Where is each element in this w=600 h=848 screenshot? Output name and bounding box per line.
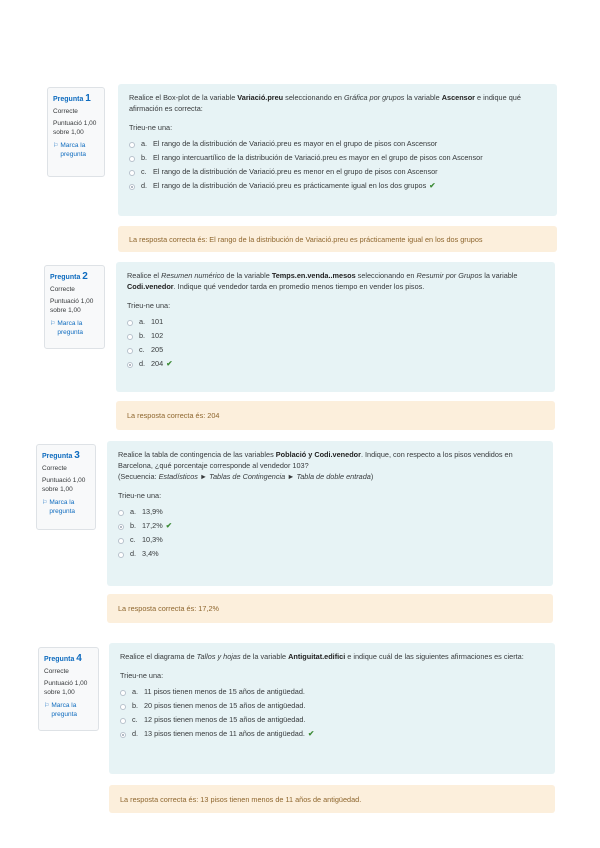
- question-number-value: 3: [74, 450, 80, 461]
- question-content: [107, 441, 553, 586]
- feedback: La resposta correcta és: 13 pisos tienen menos de 11 años de antigüedad.: [109, 785, 555, 813]
- radio-button[interactable]: [118, 510, 124, 516]
- question-label: Pregunta: [53, 96, 84, 103]
- flag-question-link[interactable]: [42, 499, 90, 517]
- option-letter: b.: [132, 701, 139, 711]
- option-letter: a.: [132, 687, 139, 697]
- check-icon: ✔: [165, 521, 172, 531]
- radio-button[interactable]: [120, 690, 126, 696]
- option-text: 10,3%: [142, 535, 163, 545]
- option-text: 13 pisos tienen menos de 11 años de antigüedad.: [144, 729, 305, 739]
- radio-button[interactable]: [118, 538, 124, 544]
- answer-option[interactable]: [127, 358, 544, 372]
- grade-line-2: sobre 1,00: [44, 689, 75, 697]
- radio-button[interactable]: [120, 704, 126, 710]
- radio-button[interactable]: [129, 170, 135, 176]
- question-text: Realice la tabla de contingencia de las variables Població y Codi.venedor. Indique, con respecto a los pisos vendidos en Barcelona, ¿qué porcentaje corresponde al vendedor 103? (Secuencia: Estadísticos ► Tablas de Contingencia ► Tabla de doble entrada): [118, 450, 513, 481]
- answer-option[interactable]: [118, 548, 542, 562]
- option-text: 204: [151, 359, 164, 369]
- flag-icon: ⚐: [44, 702, 50, 709]
- option-text: 205: [151, 345, 164, 355]
- question-number: [53, 92, 99, 106]
- answer-options: [129, 138, 546, 194]
- radio-button[interactable]: [118, 552, 124, 558]
- answer-option[interactable]: [129, 152, 546, 166]
- answer-option[interactable]: [129, 138, 546, 152]
- question-number-value: 2: [82, 271, 88, 282]
- radio-button[interactable]: [129, 142, 135, 148]
- option-letter: d.: [132, 729, 139, 739]
- answer-option[interactable]: [118, 520, 542, 534]
- question-grade: [42, 477, 90, 495]
- option-text: 3,4%: [142, 549, 159, 559]
- option-text: 20 pisos tienen menos de 15 años de antigüedad.: [144, 701, 306, 711]
- answer-option[interactable]: [120, 714, 544, 728]
- question-text: Realice el Box-plot de la variable Variació.preu seleccionando en Gráfica por grupos la variable Ascensor e indique qué afirmación es correcta:: [129, 93, 521, 113]
- radio-button[interactable]: [129, 184, 135, 190]
- answer-options: [127, 316, 544, 372]
- option-letter: c.: [130, 535, 136, 545]
- grade-line-2: sobre 1,00: [53, 129, 84, 137]
- question-grade: [50, 298, 99, 316]
- question-grade: [53, 120, 99, 138]
- feedback: La resposta correcta és: 204: [116, 401, 555, 430]
- question-text: Realice el Resumen numérico de la variable Temps.en.venda..mesos seleccionando en Resumir por Grupos la variable Codi.venedor. Indique qué vendedor tarda en promedio menos tiempo en vender los pisos.: [127, 271, 518, 291]
- radio-button[interactable]: [127, 348, 133, 354]
- flag-label: Marca la pregunta: [51, 701, 78, 718]
- radio-button[interactable]: [120, 718, 126, 724]
- option-letter: c.: [141, 167, 147, 177]
- flag-question-link[interactable]: [53, 142, 99, 160]
- radio-button[interactable]: [120, 732, 126, 738]
- option-letter: c.: [132, 715, 138, 725]
- question-label: Pregunta: [42, 453, 73, 460]
- grade-line-2: sobre 1,00: [42, 486, 73, 494]
- radio-button[interactable]: [127, 362, 133, 368]
- answer-prompt: Trieu-ne una:: [120, 670, 164, 680]
- answer-option[interactable]: [127, 344, 544, 358]
- question-info: [36, 444, 96, 530]
- option-letter: b.: [130, 521, 137, 531]
- answer-option[interactable]: [118, 506, 542, 520]
- option-text: 101: [151, 317, 164, 327]
- answer-option[interactable]: [120, 728, 544, 742]
- flag-icon: ⚐: [50, 320, 56, 327]
- answer-prompt: Trieu-ne una:: [129, 122, 173, 132]
- flag-label: Marca la pregunta: [49, 498, 76, 515]
- question-content: [116, 262, 555, 392]
- option-text: 13,9%: [142, 507, 163, 517]
- question-number: [42, 449, 90, 463]
- option-text: 102: [151, 331, 164, 341]
- check-icon: ✔: [429, 181, 436, 191]
- option-letter: d.: [139, 359, 146, 369]
- question-label: Pregunta: [50, 274, 81, 281]
- option-text: 12 pisos tienen menos de 15 años de antigüedad.: [144, 715, 306, 725]
- option-letter: d.: [130, 549, 137, 559]
- question-text: Realice el diagrama de Tallos y hojas de la variable Antiguitat.edifici e indique cuál de las siguientes afirmaciones es cierta:: [120, 652, 524, 661]
- flag-label: Marca la pregunta: [60, 141, 87, 158]
- grade-line-1: Puntuació 1,00: [44, 680, 88, 688]
- flag-icon: ⚐: [53, 142, 59, 149]
- radio-button[interactable]: [129, 156, 135, 162]
- option-letter: a.: [139, 317, 146, 327]
- option-letter: b.: [139, 331, 146, 341]
- option-text: 17,2%: [142, 521, 163, 531]
- answer-prompt: Trieu-ne una:: [118, 490, 162, 500]
- option-letter: a.: [141, 139, 148, 149]
- question-number: [50, 270, 99, 284]
- grade-line-1: Puntuació 1,00: [50, 298, 94, 306]
- question-info: [47, 87, 105, 177]
- question-number-value: 1: [85, 93, 91, 104]
- grade-line-2: sobre 1,00: [50, 307, 81, 315]
- question-content: [118, 84, 557, 216]
- answer-option[interactable]: [129, 180, 546, 194]
- flag-icon: ⚐: [42, 499, 48, 506]
- option-text: El rango intercuartílico de la distribución de Variació.preu es mayor en el grupo de pisos con Ascensor: [153, 153, 483, 163]
- answer-option[interactable]: [118, 534, 542, 548]
- feedback: La resposta correcta és: El rango de la distribución de Variació.preu es prácticamente igual en los dos grupos: [118, 226, 557, 252]
- radio-button[interactable]: [127, 334, 133, 340]
- flag-question-link[interactable]: [50, 320, 99, 338]
- flag-question-link[interactable]: [44, 702, 93, 720]
- option-text: El rango de la distribución de Variació.preu es prácticamente igual en los dos grupos: [153, 181, 427, 191]
- answer-prompt: Trieu-ne una:: [127, 300, 171, 310]
- option-letter: c.: [139, 345, 145, 355]
- check-icon: ✔: [307, 729, 315, 739]
- answer-options: [120, 686, 544, 742]
- answer-option[interactable]: [120, 700, 544, 714]
- option-letter: a.: [130, 507, 137, 517]
- flag-label: Marca la pregunta: [57, 319, 84, 336]
- option-text: El rango de la distribución de Variació.preu es mayor en el grupo de pisos con Ascensor: [153, 139, 438, 149]
- question-info: [38, 647, 99, 731]
- answer-option[interactable]: [120, 686, 544, 700]
- grade-line-1: Puntuació 1,00: [42, 477, 86, 485]
- question-number-value: 4: [76, 653, 82, 664]
- option-letter: d.: [141, 181, 148, 191]
- question-content: [109, 643, 555, 774]
- grade-line-1: Puntuació 1,00: [53, 120, 97, 128]
- question-state: Correcte: [53, 107, 78, 115]
- question-grade: [44, 680, 93, 698]
- radio-button[interactable]: [118, 524, 124, 530]
- option-text: El rango de la distribución de Variació.preu es menor en el grupo de pisos con Ascensor: [153, 167, 438, 177]
- answer-options: [118, 506, 542, 562]
- option-text: 11 pisos tienen menos de 15 años de antigüedad.: [144, 687, 305, 697]
- check-icon: ✔: [166, 359, 173, 369]
- answer-option[interactable]: [129, 166, 546, 180]
- question-number: [44, 652, 93, 666]
- option-letter: b.: [141, 153, 148, 163]
- radio-button[interactable]: [127, 320, 133, 326]
- feedback: La resposta correcta és: 17,2%: [107, 594, 553, 623]
- answer-option[interactable]: [127, 330, 544, 344]
- question-state: Correcte: [50, 285, 75, 293]
- question-info: [44, 265, 105, 349]
- answer-option[interactable]: [127, 316, 544, 330]
- question-label: Pregunta: [44, 656, 75, 663]
- question-state: Correcte: [44, 667, 69, 675]
- question-state: Correcte: [42, 464, 67, 472]
